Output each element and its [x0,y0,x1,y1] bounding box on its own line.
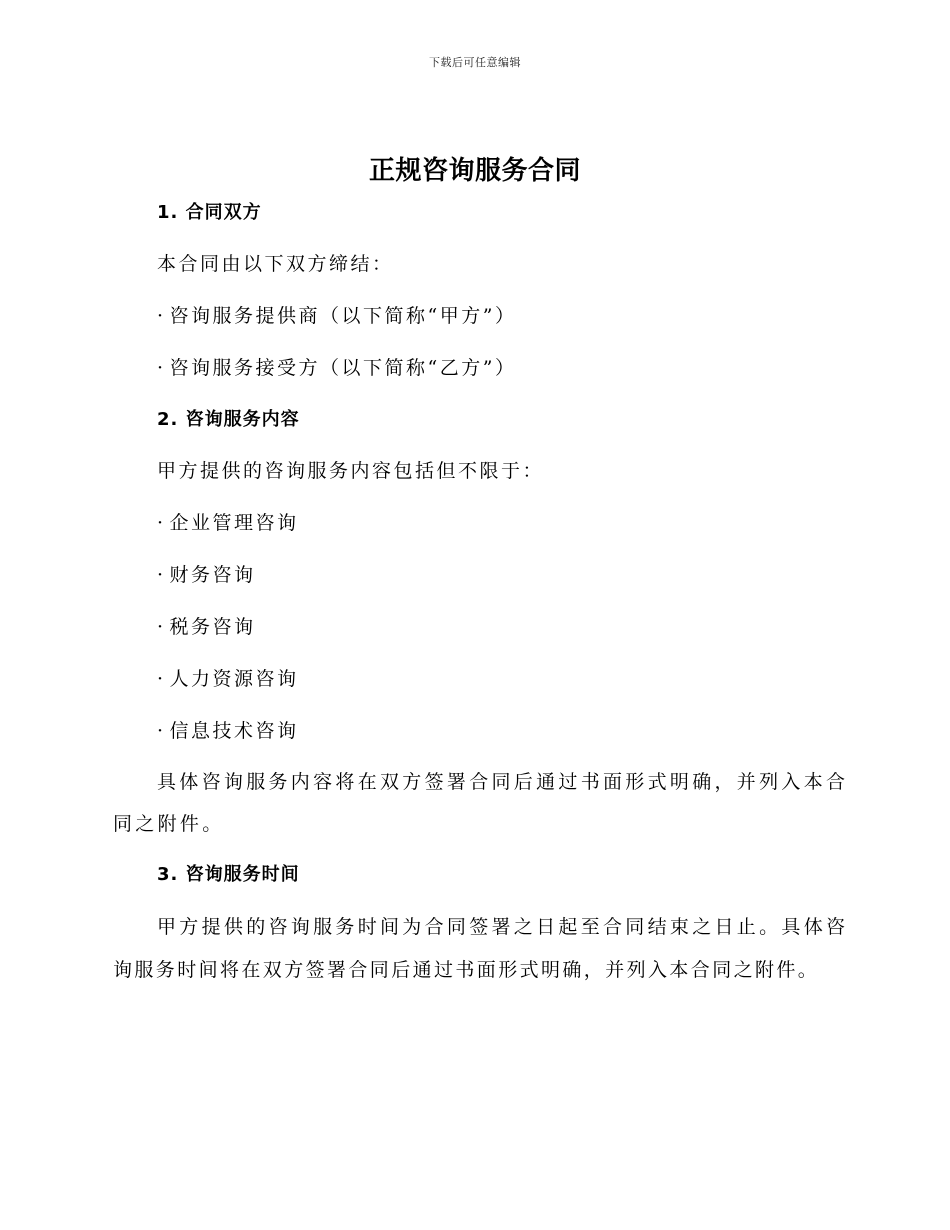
bullet-icon: · [157,512,166,534]
list-item [157,355,516,381]
section-heading-services: 2. 咨询服务内容 [157,409,300,430]
list-item-text: 人力资源咨询 [169,668,299,690]
paragraph-line: 具体咨询服务内容将在双方签署合同后通过书面形式明确，并列入本合 [157,771,849,793]
list-item [157,614,256,640]
section-intro-parties: 本合同由以下双方缔结： [157,253,394,275]
paragraph-line: 同之附件。 [113,813,225,835]
section-heading-parties: 1. 合同双方 [157,202,262,223]
paragraph-line: 询服务时间将在双方签署合同后通过书面形式明确，并列入本合同之附件。 [113,959,820,981]
bullet-icon: · [157,720,166,742]
list-item [157,562,256,588]
list-item [157,666,299,692]
document-title: 正规咨询服务合同 [368,156,581,186]
list-item-text: 税务咨询 [169,616,256,638]
list-item-text: 财务咨询 [169,564,256,586]
bullet-icon: · [157,616,166,638]
section-heading-time: 3. 咨询服务时间 [157,864,300,885]
header-note: 下载后可任意编辑 [429,56,521,69]
list-item [157,510,299,536]
bullet-icon: · [157,305,166,327]
list-item-text: 咨询服务接受方（以下简称“乙方”） [169,357,517,379]
list-item-text: 咨询服务提供商（以下简称“甲方”） [169,305,517,327]
bullet-icon: · [157,357,166,379]
list-item [157,718,299,744]
list-item [157,303,516,329]
section-intro-services: 甲方提供的咨询服务内容包括但不限于： [157,460,545,482]
list-item-text: 企业管理咨询 [169,512,299,534]
list-item-text: 信息技术咨询 [169,720,299,742]
paragraph-line: 甲方提供的咨询服务时间为合同签署之日起至合同结束之日止。具体咨 [157,916,849,938]
bullet-icon: · [157,668,166,690]
bullet-icon: · [157,564,166,586]
